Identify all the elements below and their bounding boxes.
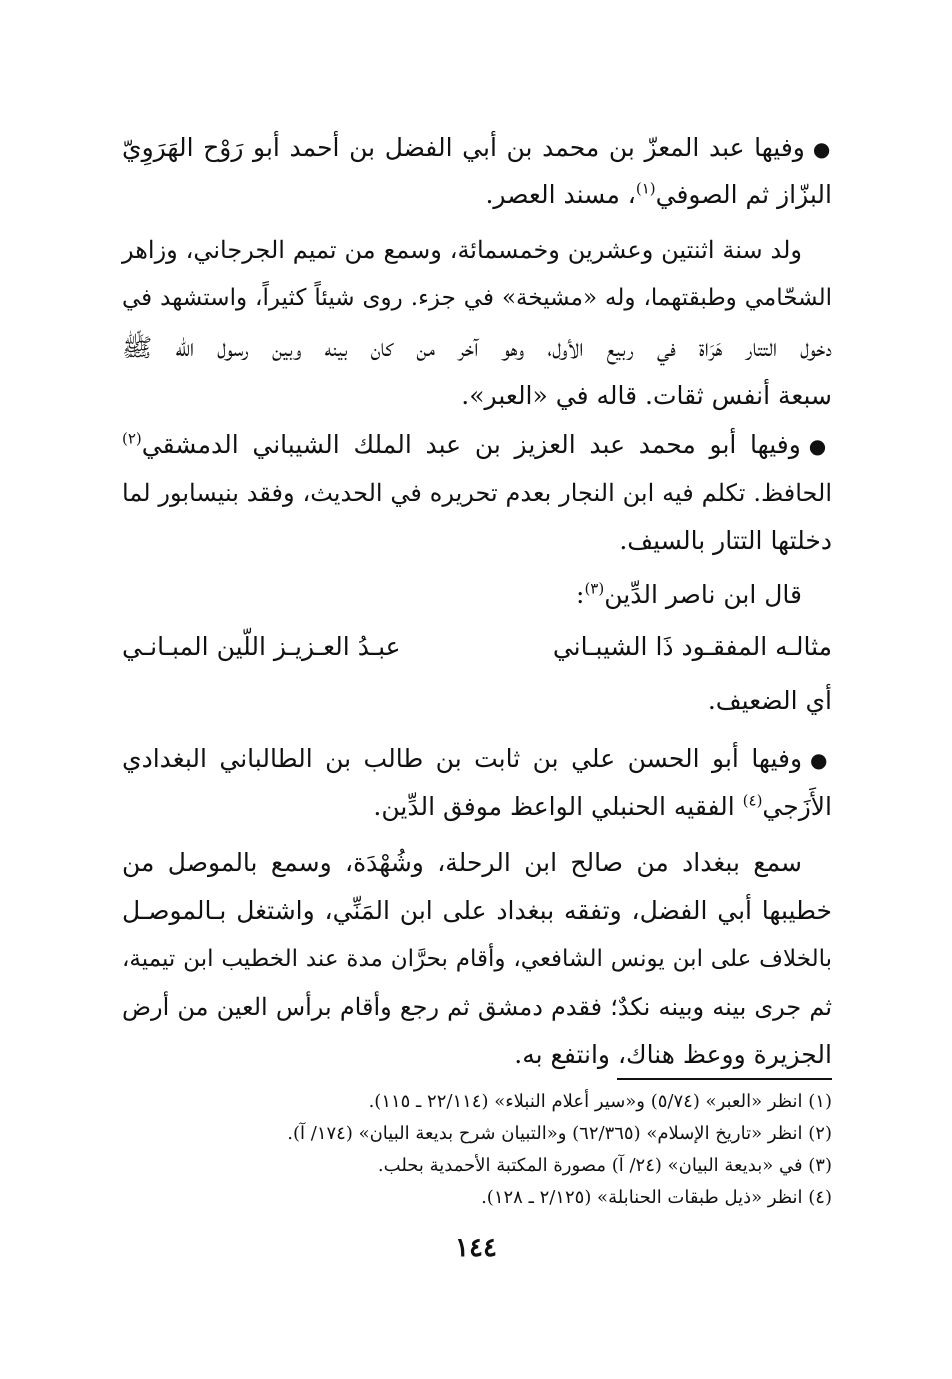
footnote-ref[interactable]: (١) xyxy=(635,179,656,198)
line-text: بالخلاف على ابن يونس الشافعي، وأقام بحرَّان مدة عند الخطيب ابن تيمية، xyxy=(122,946,832,972)
line-text: ولد سنة اثنتين وعشرين وخمسمائة، وسمع من تميم الجرجاني، وزاهر xyxy=(122,236,802,264)
footnote: (٢) انظر «تاريخ الإسلام» (٦٢/٣٦٥) و«التبيان شرح بديعة البيان» (١٧٤/ آ). xyxy=(287,1123,832,1144)
line-text: وفيها أبو الحسن علي بن ثابت بن طالب بن الطالباني البغدادي xyxy=(122,744,803,773)
line-text: دخلتها التتار بالسيف. xyxy=(619,526,832,555)
text-line xyxy=(122,516,832,566)
page-number: ١٤٤ xyxy=(455,1233,497,1263)
text-line xyxy=(122,123,832,174)
line-text: دخول التتار هَرَاة في ربيع الأول، وهو آخر من كان بينه وبين رسول الله ﷺ xyxy=(122,333,832,362)
text-line xyxy=(122,371,832,421)
text-line xyxy=(122,934,832,984)
line-text: سبعة أنفس ثقات. قاله في «العبر». xyxy=(461,381,832,410)
line-text: قال ابن ناصر الدِّين xyxy=(604,580,802,609)
footnote-ref[interactable]: (٤) xyxy=(742,791,763,810)
line-text: البزّاز ثم الصوفي xyxy=(655,180,832,209)
text-line xyxy=(122,225,802,275)
line-text: الحافظ. تكلم فيه ابن النجار بعدم تحريره في الحديث، وفقد بنيسابور لما xyxy=(122,479,832,507)
footnote-ref[interactable]: (٣) xyxy=(584,579,605,598)
text-line xyxy=(122,886,832,936)
text-line xyxy=(122,420,832,471)
poetry-verse-row xyxy=(122,622,832,672)
text-line xyxy=(122,838,802,888)
bullet-icon: ● xyxy=(810,748,832,772)
line-text: الأَزَجي xyxy=(762,792,832,821)
bullet-icon: ● xyxy=(812,137,833,161)
text-line xyxy=(122,782,832,832)
text-line xyxy=(122,468,832,518)
verse-hemistich-right: مثالـه المفقـود ذَا الشيبـاني xyxy=(552,632,832,661)
verse-hemistich-left: عبـدُ العـزيـز اللّين المبـانـي xyxy=(122,632,401,661)
bullet-icon: ● xyxy=(808,434,833,458)
line-text: وفيها عبد المعزّ بن محمد بن أبي الفضل بن أحمد أبو رَوْح الهَرَوِيّ xyxy=(122,133,805,162)
text-line xyxy=(122,982,832,1032)
text-line xyxy=(122,734,832,785)
line-text: ، مسند العصر. xyxy=(485,180,636,209)
line-text: الجزيرة ووعظ هناك، وانتفع به. xyxy=(514,1040,832,1069)
footnote-ref[interactable]: (٢) xyxy=(122,429,142,448)
text-line xyxy=(122,273,832,323)
footnote: (١) انظر «العبر» (٥/٧٤) و«سير أعلام النبلاء» (٢٢/١١٤ ـ ١١٥). xyxy=(368,1091,832,1112)
line-text: الفقيه الحنبلي الواعظ موفق الدِّين. xyxy=(373,792,743,821)
footnote: (٤) انظر «ذيل طبقات الحنابلة» (٢/١٢٥ ـ ١٢٨). xyxy=(481,1187,832,1208)
footnote-separator xyxy=(617,1078,832,1080)
line-text: وفيها أبو محمد عبد العزيز بن عبد الملك الشيباني الدمشقي xyxy=(141,430,801,459)
text-line xyxy=(122,323,832,373)
line-text: خطيبها أبي الفضل، وتفقه ببغداد على ابن المَنِّي، واشتغل بـالموصـل xyxy=(122,896,832,925)
line-text: الشحّامي وطبقتهما، وله «مشيخة» في جزء. روى شيئاً كثيراً، واستشهد في xyxy=(122,285,832,311)
text-line xyxy=(122,170,832,220)
text-line xyxy=(122,570,802,620)
text-line xyxy=(122,676,832,726)
footnote: (٣) في «بديعة البيان» (٢٤/ آ) مصورة المكتبة الأحمدية بحلب. xyxy=(377,1155,832,1176)
line-text: : xyxy=(576,580,585,609)
text-line xyxy=(122,1030,832,1080)
line-text: ثم جرى بينه وبينه نكدٌ؛ فقدم دمشق ثم رجع وأقام برأس العين من أرض xyxy=(122,993,832,1021)
line-text: أي الضعيف. xyxy=(707,686,832,715)
line-text: سمع ببغداد من صالح ابن الرحلة، وشُهْدَة، وسمع بالموصل من xyxy=(122,848,802,877)
